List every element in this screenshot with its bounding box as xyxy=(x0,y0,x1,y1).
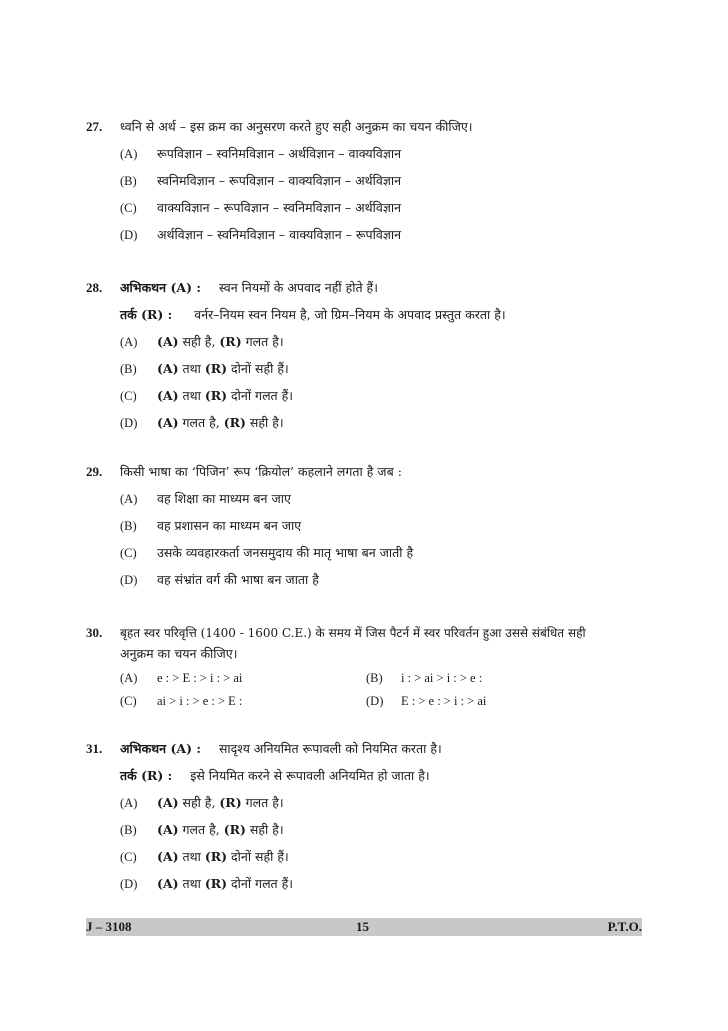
assertion-label: अभिकथन (A) : xyxy=(120,741,201,756)
question-number: 28. xyxy=(86,280,103,295)
option-label: (D) xyxy=(120,877,138,891)
option-text: e : > E : > i : > ai xyxy=(157,671,243,685)
option-text: वह प्रशासन का माध्यम बन जाए xyxy=(157,518,302,533)
page-footer xyxy=(86,918,642,936)
option-text: स्वनिमविज्ञान – रूपविज्ञान – वाक्यविज्ञान – अर्थविज्ञान xyxy=(157,173,402,188)
option-label: (B) xyxy=(120,823,137,837)
option-text: गलत है, xyxy=(178,822,224,837)
option-text: गलत है, xyxy=(178,415,224,430)
question-number: 27. xyxy=(86,119,103,134)
option-b xyxy=(120,821,284,839)
option-text: वाक्यविज्ञान – रूपविज्ञान – स्वनिमविज्ञान – अर्थविज्ञान xyxy=(157,200,402,215)
assertion-ref: (A) xyxy=(157,795,179,810)
assertion-ref: (A) xyxy=(157,876,179,891)
option-label: (B) xyxy=(120,174,137,188)
reason-text: वर्नर–नियम स्वन नियम है, जो ग्रिम–नियम के अपवाद प्रस्तुत करता है। xyxy=(194,307,506,322)
option-text: ai > i : > e : > E : xyxy=(157,694,243,708)
option-label: (D) xyxy=(120,573,138,587)
pto-label: P.T.O. xyxy=(607,919,642,934)
option-text: सही है। xyxy=(245,415,284,430)
option-text: i : > ai > i : > e : xyxy=(401,671,483,685)
option-d xyxy=(120,875,293,893)
option-text: तथा xyxy=(178,361,205,376)
option-d xyxy=(120,414,284,432)
question-number: 31. xyxy=(86,741,103,756)
option-text: दोनों गलत हैं। xyxy=(227,388,294,403)
option-label: (A) xyxy=(120,671,138,685)
option-text: वह शिक्षा का माध्यम बन जाए xyxy=(157,491,291,506)
reason-label: तर्क (R) : xyxy=(120,768,173,783)
option-a xyxy=(120,333,284,351)
assertion-ref: (A) xyxy=(157,361,179,376)
option-d xyxy=(120,226,401,244)
option-text: तथा xyxy=(178,849,205,864)
option-b xyxy=(120,172,401,190)
reason-ref: (R) xyxy=(223,415,246,430)
option-text: तथा xyxy=(178,876,205,891)
page-number: 15 xyxy=(356,919,369,934)
assertion-ref: (A) xyxy=(157,849,179,864)
reason-ref: (R) xyxy=(204,876,228,891)
option-label: (A) xyxy=(120,796,138,810)
option-label: (C) xyxy=(120,850,137,864)
question-number: 29. xyxy=(86,464,103,479)
option-text: अर्थविज्ञान – स्वनिमविज्ञान – वाक्यविज्ञान – रूपविज्ञान xyxy=(157,227,402,242)
option-label: (C) xyxy=(120,389,137,403)
option-text: गलत है। xyxy=(241,334,284,349)
option-text: गलत है। xyxy=(241,795,284,810)
assertion-label: अभिकथन (A) : xyxy=(120,280,201,295)
reason-ref: (R) xyxy=(204,361,228,376)
assertion-ref: (A) xyxy=(157,415,179,430)
option-text: दोनों सही हैं। xyxy=(227,361,289,376)
assertion-ref: (A) xyxy=(157,388,179,403)
option-label: (C) xyxy=(120,694,137,708)
reason-ref: (R) xyxy=(204,388,228,403)
option-label: (C) xyxy=(120,546,137,560)
option-text: उसके व्यवहारकर्ता जनसमुदाय की मातृ भाषा बन जाती है xyxy=(157,545,414,560)
option-d xyxy=(366,692,486,710)
assertion-line xyxy=(120,279,378,297)
option-c xyxy=(120,199,401,217)
paper-code: J – 3108 xyxy=(86,919,132,934)
assertion-line xyxy=(120,740,442,758)
assertion-ref: (A) xyxy=(157,822,179,837)
option-label: (D) xyxy=(120,416,138,430)
option-d xyxy=(120,571,319,589)
option-label: (B) xyxy=(120,362,137,376)
option-label: (B) xyxy=(366,671,383,685)
reason-line xyxy=(120,767,430,785)
assertion-ref: (A) xyxy=(157,334,179,349)
reason-ref: (R) xyxy=(219,334,242,349)
option-label: (D) xyxy=(120,228,138,242)
option-text: दोनों सही हैं। xyxy=(227,849,289,864)
option-label: (D) xyxy=(366,694,384,708)
question-text: किसी भाषा का ‘पिजिन’ रूप ‘क्रियोल’ कहलाने लगता है जब : xyxy=(120,464,402,479)
option-a xyxy=(120,145,401,163)
reason-ref: (R) xyxy=(219,795,242,810)
question-text-line-2: अनुक्रम का चयन कीजिए। xyxy=(120,646,238,661)
option-b xyxy=(366,669,482,687)
option-c xyxy=(120,692,242,710)
option-a xyxy=(120,794,284,812)
option-text: E : > e : > i : > ai xyxy=(401,694,487,708)
option-c xyxy=(120,387,293,405)
option-a xyxy=(120,490,291,508)
option-text: सही है, xyxy=(178,334,220,349)
question-text-line-1: बृहत स्वर परिवृत्ति (1400 - 1600 C.E.) के समय में जिस पैटर्न में स्वर परिवर्तन हुआ उससे संबंधित सही xyxy=(120,626,586,640)
option-b xyxy=(120,517,301,535)
assertion-text: स्वन नियमों के अपवाद नहीं होते हैं। xyxy=(218,280,378,295)
option-c xyxy=(120,544,413,562)
option-a xyxy=(120,669,242,687)
option-text: दोनों गलत हैं। xyxy=(227,876,294,891)
reason-text: इसे नियमित करने से रूपावली अनियमित हो जाता है। xyxy=(190,768,430,783)
option-text: रूपविज्ञान – स्वनिमविज्ञान – अर्थविज्ञान – वाक्यविज्ञान xyxy=(157,146,402,161)
question-text: ध्वनि से अर्थ – इस क्रम का अनुसरण करते हुए सही अनुक्रम का चयन कीजिए। xyxy=(120,119,473,134)
reason-label: तर्क (R) : xyxy=(120,307,173,322)
assertion-text: सादृश्य अनियमित रूपावली को नियमित करता है। xyxy=(218,741,442,756)
option-label: (C) xyxy=(120,201,137,215)
option-label: (A) xyxy=(120,147,138,161)
option-label: (B) xyxy=(120,519,137,533)
option-c xyxy=(120,848,289,866)
option-text: वह संभ्रांत वर्ग की भाषा बन जाता है xyxy=(157,572,319,587)
option-text: तथा xyxy=(178,388,205,403)
reason-ref: (R) xyxy=(204,849,228,864)
option-label: (A) xyxy=(120,492,138,506)
option-b xyxy=(120,360,289,378)
option-text: सही है, xyxy=(178,795,220,810)
option-text: सही है। xyxy=(245,822,284,837)
reason-line xyxy=(120,306,506,324)
option-label: (A) xyxy=(120,335,138,349)
question-number: 30. xyxy=(86,625,103,640)
reason-ref: (R) xyxy=(223,822,246,837)
